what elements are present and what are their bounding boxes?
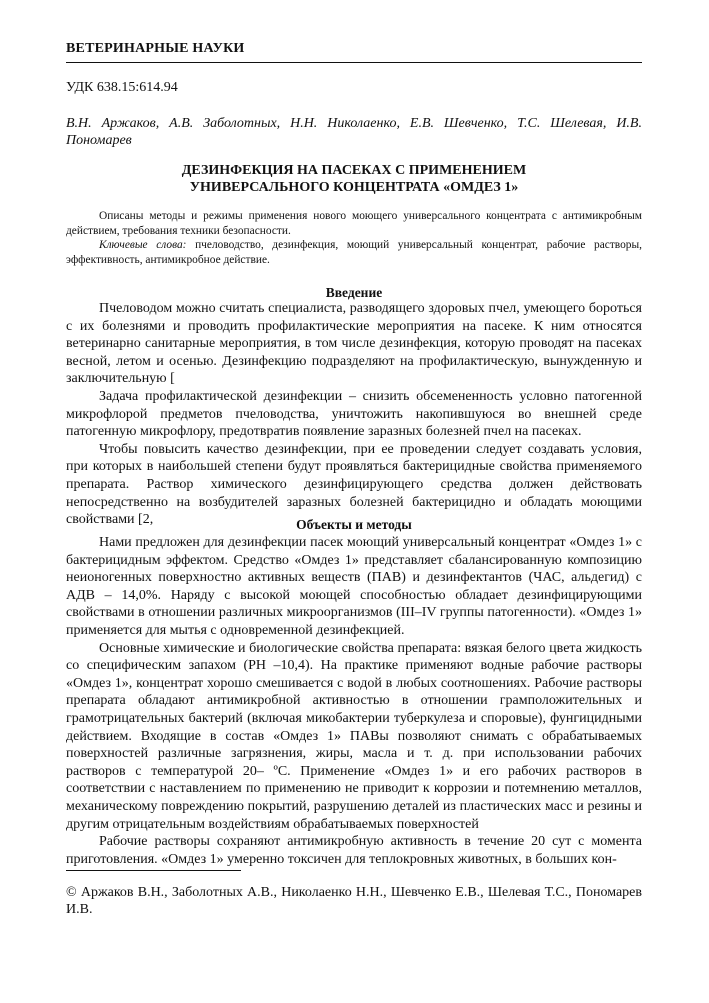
keywords-label: Ключевые слова: [99,239,187,251]
footnote-rule [66,870,241,871]
intro-body [66,300,642,529]
article-title [66,162,642,196]
copyright-footnote: © Аржаков В.Н., Заболотных А.В., Николаенко Н.Н., Шевченко Е.В., Шелевая Т.С., Пономарев И.В. [66,885,642,917]
running-head: ВЕТЕРИНАРНЫЕ НАУКИ [66,41,245,56]
keywords-line [66,238,642,267]
udc-code: УДК 638.15:614.94 [66,80,178,95]
paragraph: Задача профилактической дезинфекции – снизить обсемененность условно патогенной микрофлорой предметов пчеловодства, уничтожить накопившуюся во внешней среде патогенную микрофлору, предотвратив появление заразных болезней пчел на пасеках. [66,388,642,440]
paragraph: Чтобы повысить качество дезинфекции, при ее проведении следует создавать условия, при которых в наибольшей степени будут проявляться бактерицидные свойства применяемого препарата. Раствор химического дезинфицирующего средства должен действовать непосредственно на возбудителей заразных болезней бактерицидно и обладать моющими свойствами [2, [66,441,642,528]
author-list: В.Н. Аржаков, А.В. Заболотных, Н.Н. Николаенко, Е.В. Шевченко, Т.С. Шелевая, И.В. Пономарев [66,116,642,148]
section-heading-intro: Введение [325,285,383,300]
methods-body [66,534,642,868]
keywords-text: пчеловодство, дезинфекция, моющий универсальный концентрат, рабочие растворы, эффективность, антимикробное действие. [66,239,642,266]
header-rule [66,62,642,63]
title-line-1: ДЕЗИНФЕКЦИЯ НА ПАСЕКАХ С ПРИМЕНЕНИЕМ [181,163,527,178]
paragraph: Нами предложен для дезинфекции пасек моющий универсальный концентрат «Омдез 1» с бактерицидным эффектом. Средство «Омдез 1» представляет сбалансированную композицию неионогенных поверхностно активных веществ (ПАВ) и дезинфектантов (ЧАС, альдегид) с АДВ – 14,0%. Наряду с высокой моющей способностью обладает дезинфицирующими свойствами в отношении различных микроорганизмов (III–IV группы патогенности). «Омдез 1» применяется для мытья с одновременной дезинфекцией. [66,535,642,638]
paragraph: Рабочие растворы сохраняют антимикробную активность в течение 20 сут с момента приготовления. «Омдез 1» умеренно токсичен для теплокровных животных, в больших кон- [66,834,642,867]
paragraph: Основные химические и биологические свойства препарата: вязкая белого цвета жидкость со специфическим запахом (РН –10,4). На практике применяют водные рабочие растворы «Омдез 1», концентрат хорошо смешивается с водой в любых соотношениях. Рабочие растворы препарата обладают антимикробной активностью в отношении грамположительных и грамотрицательных бактерий (включая микобактерии туберкулеза и споровые), фунгицидными действием. Входящие в состав «Омдез 1» ПАВы позволяют снимать с обрабатываемых поверхностей различные загрязнения, жиры, масла и т. д. при использовании рабочих растворов с температурой 20– ºС. Применение «Омдез 1» и его рабочих растворов в соответствии с наставлением по применению не приводит к коррозии и потемнению металлов, механическому повреждению покрытий, разрушению деталей из пластических масс и резины и другим отрицательным воздействиям обрабатываемых поверхностей [66,640,642,832]
title-line-2: УНИВЕРСАЛЬНОГО КОНЦЕНТРАТА «ОМДЕЗ 1» [189,180,519,195]
paragraph: Пчеловодом можно считать специалиста, разводящего здоровых пчел, умеющего бороться с их болезнями и проводить профилактические мероприятия на пасеке. К ним относятся ветеринарно санитарные мероприятия, в том числе дезинфекция, которую проводят на пасеках весной, летом и осенью. Дезинфекцию подразделяют на профилактическую, вынужденную и заключительную [ [66,301,642,387]
section-heading-methods: Объекты и методы [296,517,412,532]
abstract [66,209,642,267]
abstract-text: Описаны методы и режимы применения нового моющего универсального концентрата с антимикробным действием, требования техники безопасности. [66,210,642,237]
